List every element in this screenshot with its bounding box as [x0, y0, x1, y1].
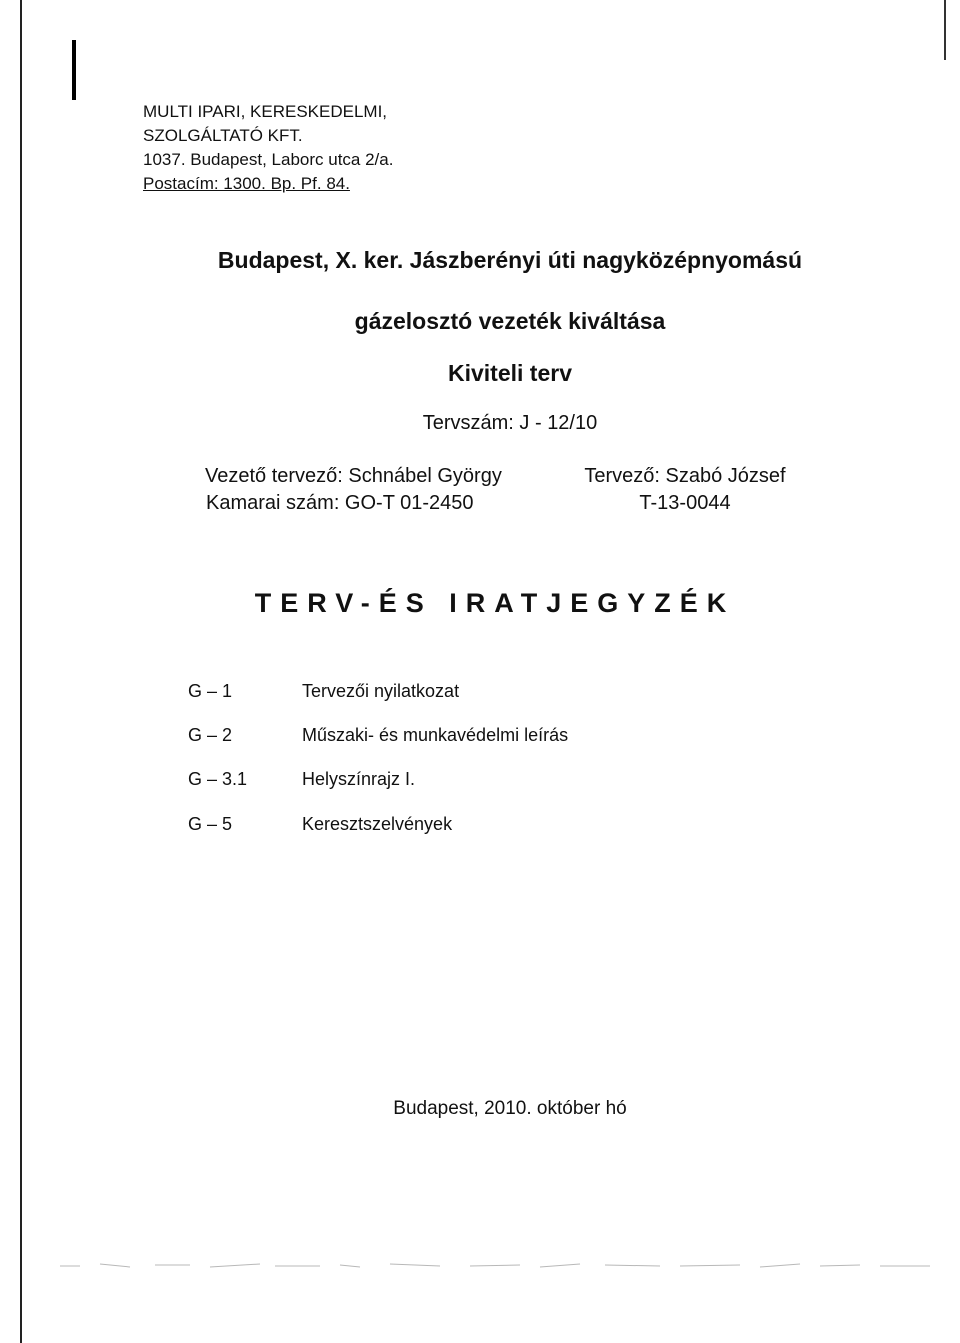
register-item-code: G – 5	[188, 814, 233, 834]
register-item-description: Tervezői nyilatkozat	[302, 681, 460, 701]
register-item-code: G – 1	[188, 681, 233, 701]
plan-number: Tervszám: J - 12/10	[422, 412, 598, 434]
scan-noise-strip	[60, 1258, 940, 1272]
scan-left-edge	[20, 0, 22, 1343]
register-item-description: Keresztszelvények	[302, 814, 453, 834]
plan-type: Kiviteli terv	[448, 360, 572, 386]
designer-block	[572, 463, 798, 517]
company-header	[143, 100, 393, 196]
lead-designer-block	[205, 463, 502, 517]
lead-designer-chamber-number: Kamarai szám: GO-T 01-2450	[206, 492, 474, 514]
scan-right-edge	[944, 0, 946, 60]
register-item-description: Műszaki- és munkavédelmi leírás	[302, 725, 569, 745]
margin-mark	[72, 40, 76, 100]
register-item-code: G – 3.1	[188, 769, 248, 789]
company-line-2: SZOLGÁLTATÓ KFT.	[143, 126, 303, 145]
designer-chamber-number: T-13-0044	[639, 492, 731, 514]
company-line-1: MULTI IPARI, KERESKEDELMI,	[143, 102, 388, 121]
lead-designer-name: Vezető tervező: Schnábel György	[205, 465, 502, 487]
company-postal-address: Postacím: 1300. Bp. Pf. 84.	[143, 174, 350, 193]
project-title-line-1: Budapest, X. ker. Jászberényi úti nagyközépnyomású	[217, 247, 803, 273]
register-item-code: G – 2	[188, 725, 233, 745]
register-item-description: Helyszínrajz I.	[302, 769, 416, 789]
project-title-line-2: gázelosztó vezeték kiváltása	[354, 308, 666, 334]
footer-date: Budapest, 2010. október hó	[393, 1098, 627, 1119]
company-line-3: 1037. Budapest, Laborc utca 2/a.	[143, 150, 394, 169]
register-title: TERV-ÉS IRATJEGYZÉK	[254, 588, 736, 618]
designer-name: Tervező: Szabó József	[584, 465, 786, 487]
